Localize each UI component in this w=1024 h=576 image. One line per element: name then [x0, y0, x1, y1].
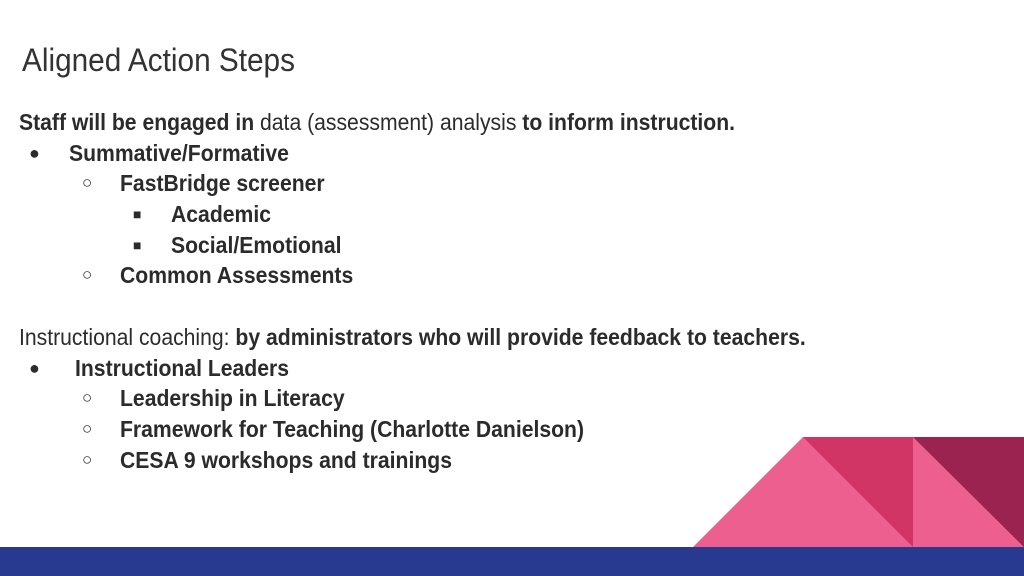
list-item-label: FastBridge screener: [120, 170, 325, 197]
slide-title: Aligned Action Steps: [22, 42, 295, 78]
section2-intro-bold: by administrators who will provide feedback to teachers.: [235, 323, 806, 350]
list-item: [19, 260, 999, 291]
hollow-circle-bullet-icon: ○: [82, 449, 93, 469]
list-item: [19, 199, 999, 230]
list-item-label: Instructional Leaders: [75, 354, 290, 381]
filled-circle-bullet-icon: ●: [29, 357, 40, 378]
list-item: [19, 414, 999, 445]
list-item-label: Academic: [171, 201, 271, 228]
list-item-label: Framework for Teaching (Charlotte Danielson): [120, 415, 585, 442]
list-item: [19, 138, 999, 169]
section2-intro: [19, 322, 999, 353]
list-item: [19, 445, 999, 476]
list-item-label: Common Assessments: [120, 262, 354, 289]
list-item: [19, 353, 999, 384]
hollow-circle-bullet-icon: ○: [82, 265, 93, 285]
section1-intro: [19, 107, 999, 138]
filled-circle-bullet-icon: ●: [29, 142, 40, 163]
section1-intro-bold-2: to inform instruction.: [522, 109, 736, 135]
slide-body: [19, 107, 999, 475]
hollow-circle-bullet-icon: ○: [82, 418, 93, 438]
list-item: [19, 383, 999, 414]
section2-intro-normal: Instructional coaching:: [19, 323, 236, 350]
section1-intro-bold-1: Staff will be engaged in: [19, 109, 255, 135]
list-item-label: CESA 9 workshops and trainings: [120, 446, 452, 473]
hollow-circle-bullet-icon: ○: [82, 173, 93, 193]
list-item-label: Leadership in Literacy: [120, 385, 345, 412]
section1-intro-normal: data (assessment) analysis: [254, 109, 523, 135]
footer-bar: [0, 547, 1024, 576]
square-bullet-icon: ■: [133, 236, 142, 253]
hollow-circle-bullet-icon: ○: [82, 388, 93, 408]
square-bullet-icon: ■: [133, 206, 142, 223]
list-item: [19, 230, 999, 261]
list-item-label: Social/Emotional: [171, 231, 342, 258]
blank-line: [19, 291, 999, 322]
list-item-label: Summative/Formative: [69, 139, 289, 166]
list-item: [19, 168, 999, 199]
